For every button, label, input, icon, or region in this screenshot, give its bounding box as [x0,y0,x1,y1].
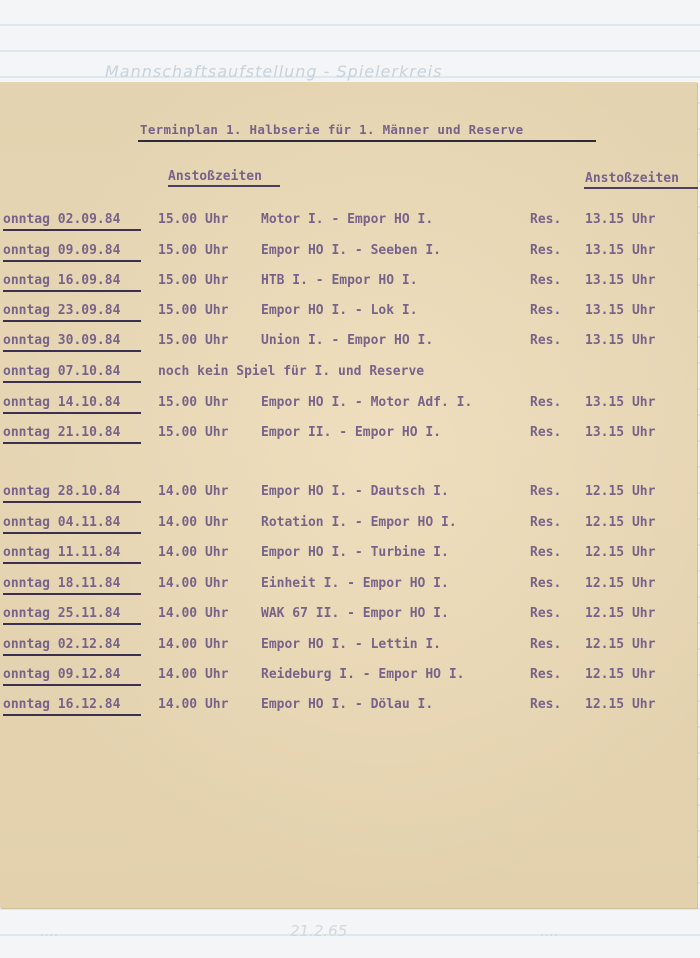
header-kickoff-left: Anstoßzeiten [168,169,262,184]
schedule-row [0,273,697,293]
reserve-label: Res. [530,697,562,712]
schedule-row [0,515,697,535]
date-underline [3,260,141,262]
reserve-kickoff-time: 12.15 Uhr [585,484,656,499]
date-underline [3,350,141,352]
match-pairing: Union I. - Empor HO I. [261,333,434,348]
date-underline [3,320,141,322]
typewritten-page [0,82,697,908]
match-date: onntag 02.12.84 [3,637,121,652]
reserve-kickoff-time: 12.15 Uhr [585,576,656,591]
match-date: onntag 02.09.84 [3,212,121,227]
date-underline [3,623,141,625]
match-date: onntag 23.09.84 [3,303,121,318]
date-underline [3,381,141,383]
background-ghost-footer-mid: 21.2.65 [290,922,348,940]
match-pairing: Empor HO I. - Lettin I. [261,637,442,652]
match-pairing: Reideburg I. - Empor HO I. [261,667,465,682]
match-pairing: Empor HO I. - Lok I. [261,303,418,318]
page-title: Terminplan 1. Halbserie für 1. Männer und Reserve [140,122,524,137]
background-ghost-footer-left: .... [40,922,60,940]
kickoff-time: 15.00 Uhr [158,273,229,288]
reserve-kickoff-time: 12.15 Uhr [585,637,656,652]
reserve-kickoff-time: 12.15 Uhr [585,606,656,621]
match-date: onntag 09.12.84 [3,667,121,682]
kickoff-time: 14.00 Uhr [158,637,229,652]
reserve-kickoff-time: 13.15 Uhr [585,303,656,318]
reserve-kickoff-time: 13.15 Uhr [585,243,656,258]
date-underline [3,714,141,716]
date-underline [3,412,141,414]
reserve-label: Res. [530,395,562,410]
kickoff-time: 15.00 Uhr [158,333,229,348]
kickoff-time: 14.00 Uhr [158,484,229,499]
match-date: onntag 28.10.84 [3,484,121,499]
reserve-kickoff-time: 12.15 Uhr [585,545,656,560]
kickoff-time: 15.00 Uhr [158,395,229,410]
match-date: onntag 16.12.84 [3,697,121,712]
reserve-label: Res. [530,637,562,652]
reserve-kickoff-time: 12.15 Uhr [585,697,656,712]
reserve-kickoff-time: 13.15 Uhr [585,425,656,440]
schedule-row [0,545,697,565]
kickoff-time: 14.00 Uhr [158,667,229,682]
match-date: onntag 21.10.84 [3,425,121,440]
date-underline [3,593,141,595]
match-date: onntag 04.11.84 [3,515,121,530]
background-ghost-footer-right: .... [540,922,560,940]
match-date: onntag 18.11.84 [3,576,121,591]
match-date: onntag 25.11.84 [3,606,121,621]
schedule-row [0,425,697,445]
reserve-label: Res. [530,484,562,499]
match-date: onntag 14.10.84 [3,395,121,410]
reserve-kickoff-time: 13.15 Uhr [585,212,656,227]
date-underline [3,442,141,444]
date-underline [3,501,141,503]
kickoff-time: 15.00 Uhr [158,425,229,440]
reserve-label: Res. [530,212,562,227]
title-underline [138,140,596,142]
match-date: onntag 16.09.84 [3,273,121,288]
reserve-kickoff-time: 13.15 Uhr [585,333,656,348]
schedule-row [0,576,697,596]
match-pairing: Motor I. - Empor HO I. [261,212,434,227]
schedule-row [0,637,697,657]
match-pairing: Rotation I. - Empor HO I. [261,515,457,530]
date-underline [3,684,141,686]
match-date: onntag 07.10.84 [3,364,121,379]
match-pairing: Empor HO I. - Dölau I. [261,697,434,712]
reserve-label: Res. [530,515,562,530]
kickoff-time: 15.00 Uhr [158,212,229,227]
reserve-label: Res. [530,576,562,591]
reserve-label: Res. [530,333,562,348]
schedule-row [0,667,697,687]
match-pairing: HTB I. - Empor HO I. [261,273,418,288]
date-underline [3,532,141,534]
schedule-row [0,303,697,323]
kickoff-time: 14.00 Uhr [158,697,229,712]
date-underline [3,562,141,564]
reserve-label: Res. [530,667,562,682]
header-right-underline [584,187,698,189]
kickoff-time: 15.00 Uhr [158,303,229,318]
kickoff-time: 14.00 Uhr [158,606,229,621]
reserve-label: Res. [530,606,562,621]
match-pairing: Einheit I. - Empor HO I. [261,576,449,591]
reserve-label: Res. [530,303,562,318]
schedule-row [0,606,697,626]
schedule-row [0,212,697,232]
reserve-label: Res. [530,425,562,440]
match-date: onntag 11.11.84 [3,545,121,560]
match-pairing: Empor HO I. - Dautsch I. [261,484,449,499]
schedule-row [0,395,697,415]
kickoff-time: 15.00 Uhr [158,243,229,258]
match-pairing: Empor II. - Empor HO I. [261,425,442,440]
match-pairing: Empor HO I. - Turbine I. [261,545,449,560]
match-date: onntag 09.09.84 [3,243,121,258]
match-pairing: Empor HO I. - Motor Adf. I. [261,395,473,410]
reserve-label: Res. [530,545,562,560]
schedule-row [0,484,697,504]
schedule-row [0,364,697,384]
background-ghost-header: Mannschaftsaufstellung - Spielerkreis [105,62,443,81]
reserve-kickoff-time: 13.15 Uhr [585,273,656,288]
date-underline [3,654,141,656]
schedule-row [0,333,697,353]
schedule-row [0,697,697,717]
reserve-kickoff-time: 12.15 Uhr [585,515,656,530]
reserve-kickoff-time: 13.15 Uhr [585,395,656,410]
match-pairing: Empor HO I. - Seeben I. [261,243,442,258]
match-date: onntag 30.09.84 [3,333,121,348]
date-underline [3,229,141,231]
match-pairing: WAK 67 II. - Empor HO I. [261,606,449,621]
reserve-kickoff-time: 12.15 Uhr [585,667,656,682]
date-underline [3,290,141,292]
reserve-label: Res. [530,243,562,258]
reserve-label: Res. [530,273,562,288]
no-match-note: noch kein Spiel für I. und Reserve [158,364,425,379]
kickoff-time: 14.00 Uhr [158,545,229,560]
schedule-row [0,243,697,263]
kickoff-time: 14.00 Uhr [158,515,229,530]
header-kickoff-right: Anstoßzeiten [585,171,679,186]
header-left-underline [168,185,280,187]
kickoff-time: 14.00 Uhr [158,576,229,591]
